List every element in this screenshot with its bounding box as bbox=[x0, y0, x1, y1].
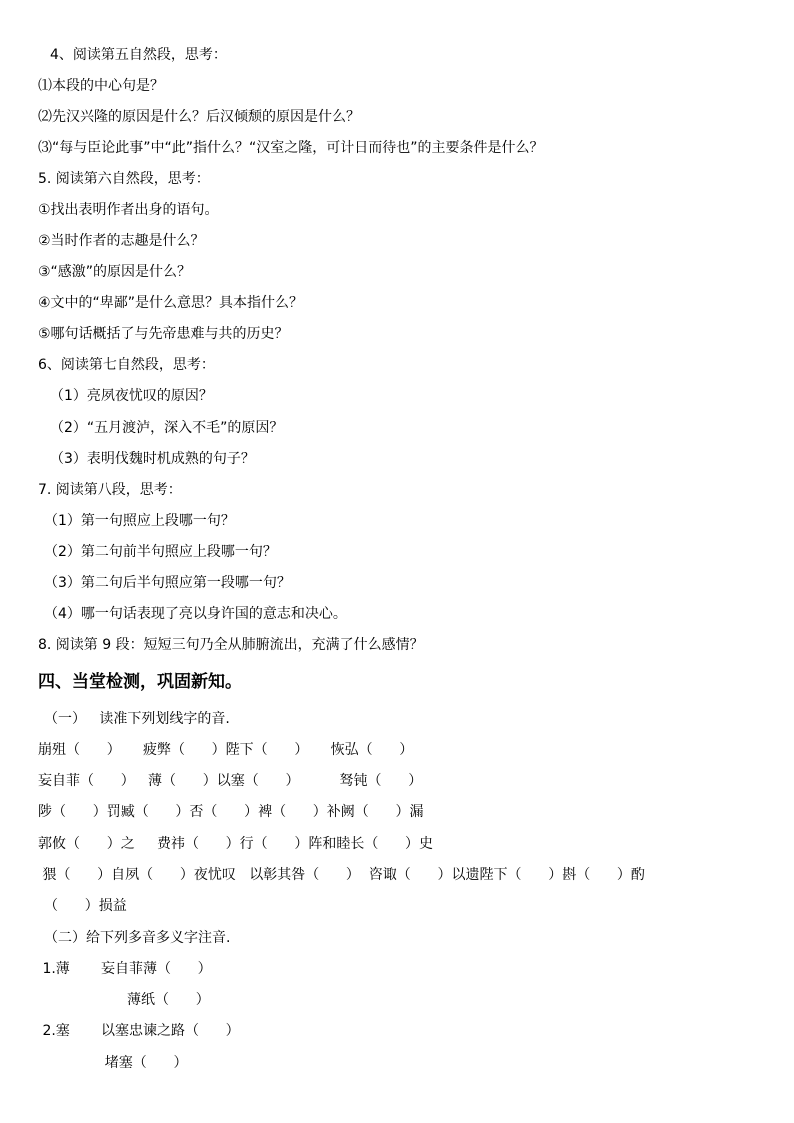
q5-title: 5. 阅读第六自然段，思考： bbox=[38, 171, 210, 187]
part1-line-6: （ ）损益 bbox=[44, 898, 127, 914]
q5-item-1: ①找出表明作者出身的语句。 bbox=[38, 202, 219, 218]
q4-item-3: ⑶“每与臣论此事”中“此”指什么？“汉室之隆，可计日而待也”的主要条件是什么？ bbox=[38, 140, 544, 156]
part1-line-5: 猥（ ）自夙（ ）夜忧叹 以彰其咎（ ） 咨诹（ ）以遗陛下（ ）斟（ ）酌 bbox=[38, 867, 645, 883]
part2-line-3: 2.塞 以塞忠谏之路（ ） bbox=[38, 1023, 240, 1039]
section-heading: 四、当堂检测，巩固新知。 bbox=[38, 672, 242, 692]
part1-line-3: 陟（ ）罚臧（ ）否（ ）裨（ ）补阙（ ）漏 bbox=[38, 804, 424, 820]
q5-item-5: ⑤哪句话概括了与先帝患难与共的历史？ bbox=[38, 326, 289, 342]
q7-item-1: （1）第一句照应上段哪一句？ bbox=[44, 513, 235, 529]
q6-title: 6、阅读第七自然段，思考： bbox=[38, 357, 215, 373]
q6-item-1: （1）亮夙夜忧叹的原因？ bbox=[50, 388, 213, 404]
q6-item-2: （2）“五月渡泸，深入不毛”的原因？ bbox=[50, 420, 284, 436]
part2-line-2: 薄纸（ ） bbox=[38, 992, 210, 1008]
q7-item-2: （2）第二句前半句照应上段哪一句？ bbox=[44, 544, 277, 560]
q7-item-4: （4）哪一句话表现了亮以身许国的意志和决心。 bbox=[44, 606, 347, 622]
part2-line-1: 1.薄 妄自菲薄（ ） bbox=[38, 961, 212, 977]
q4-item-2: ⑵先汉兴隆的原因是什么？后汉倾颓的原因是什么？ bbox=[38, 109, 360, 125]
q4-item-1: ⑴本段的中心句是？ bbox=[38, 78, 164, 94]
q7-title: 7. 阅读第八段，思考： bbox=[38, 482, 182, 498]
q8-title: 8. 阅读第 9 段：短短三句乃全从肺腑流出，充满了什么感情？ bbox=[38, 637, 424, 653]
q4-title: 4、阅读第五自然段，思考： bbox=[50, 47, 227, 63]
q6-item-3: （3）表明伐魏时机成熟的句子？ bbox=[50, 451, 255, 467]
part2-line-4: 堵塞（ ） bbox=[38, 1055, 188, 1071]
q5-item-2: ②当时作者的志趣是什么？ bbox=[38, 233, 205, 249]
part1-line-1: 崩殂（ ） 疲弊（ ）陛下（ ） 恢弘（ ） bbox=[38, 742, 414, 758]
part1-line-4: 郭攸（ ）之 费祎（ ）行（ ）阵和睦长（ ）史 bbox=[38, 836, 434, 852]
part1-title: （一） 读准下列划线字的音. bbox=[44, 711, 230, 727]
q5-item-4: ④文中的“卑鄙”是什么意思？具本指什么？ bbox=[38, 295, 304, 311]
part1-line-2: 妄自菲（ ） 薄（ ）以塞（ ） 驽钝（ ） bbox=[38, 773, 423, 789]
part2-title: （二）给下列多音多义字注音. bbox=[44, 930, 231, 946]
q7-item-3: （3）第二句后半句照应第一段哪一句？ bbox=[44, 575, 291, 591]
q5-item-3: ③“感激”的原因是什么？ bbox=[38, 264, 192, 280]
